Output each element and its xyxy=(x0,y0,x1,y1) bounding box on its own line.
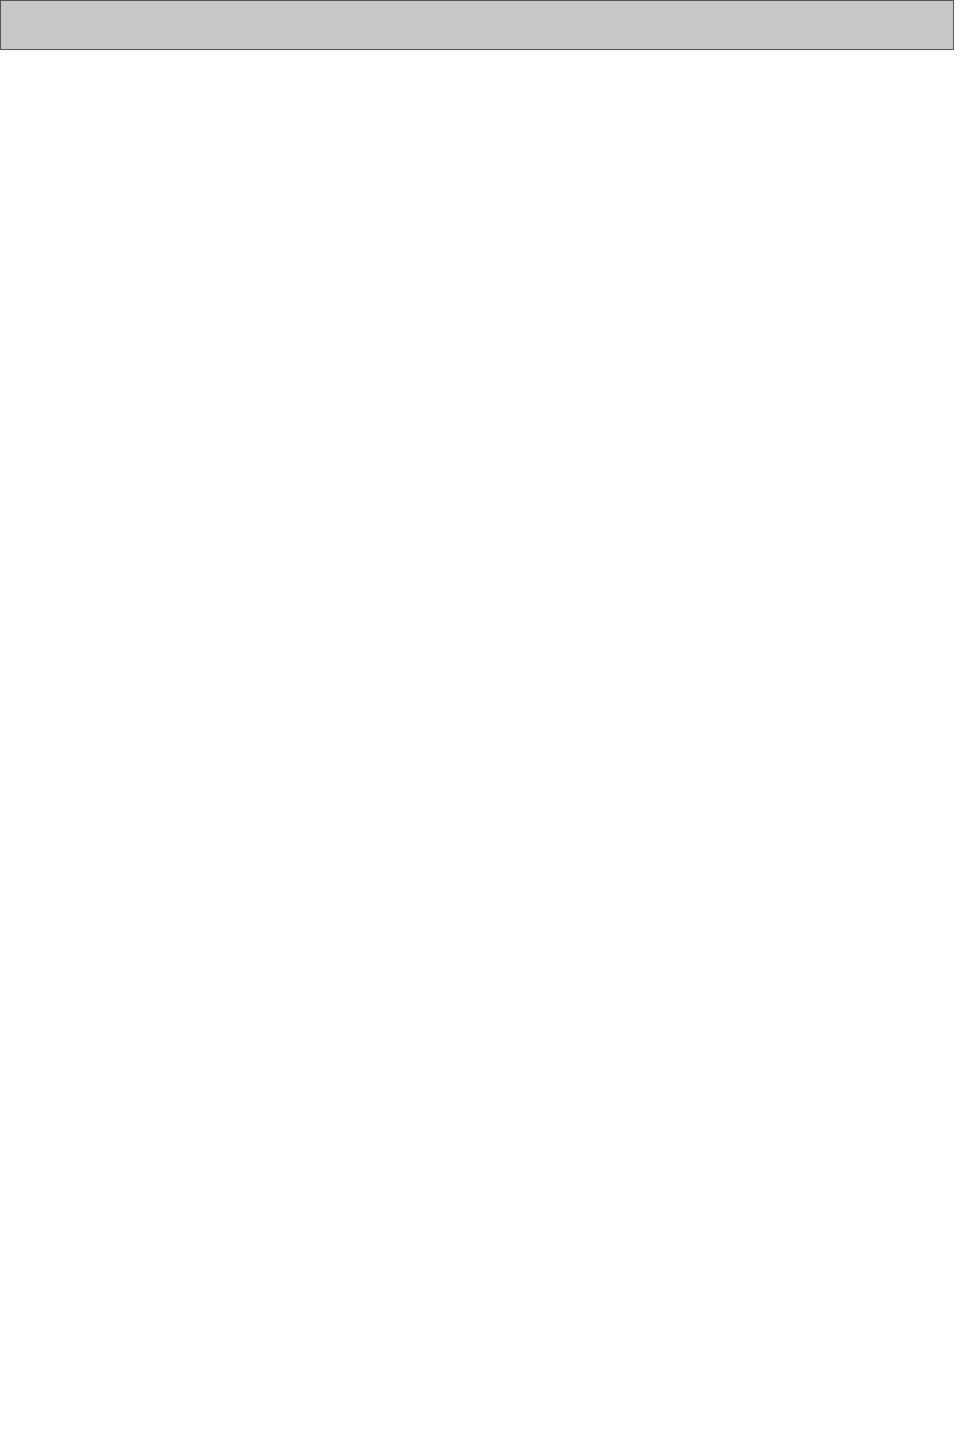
table-grid xyxy=(8,148,957,1338)
cable-table xyxy=(8,148,957,1338)
page-header xyxy=(0,0,954,50)
